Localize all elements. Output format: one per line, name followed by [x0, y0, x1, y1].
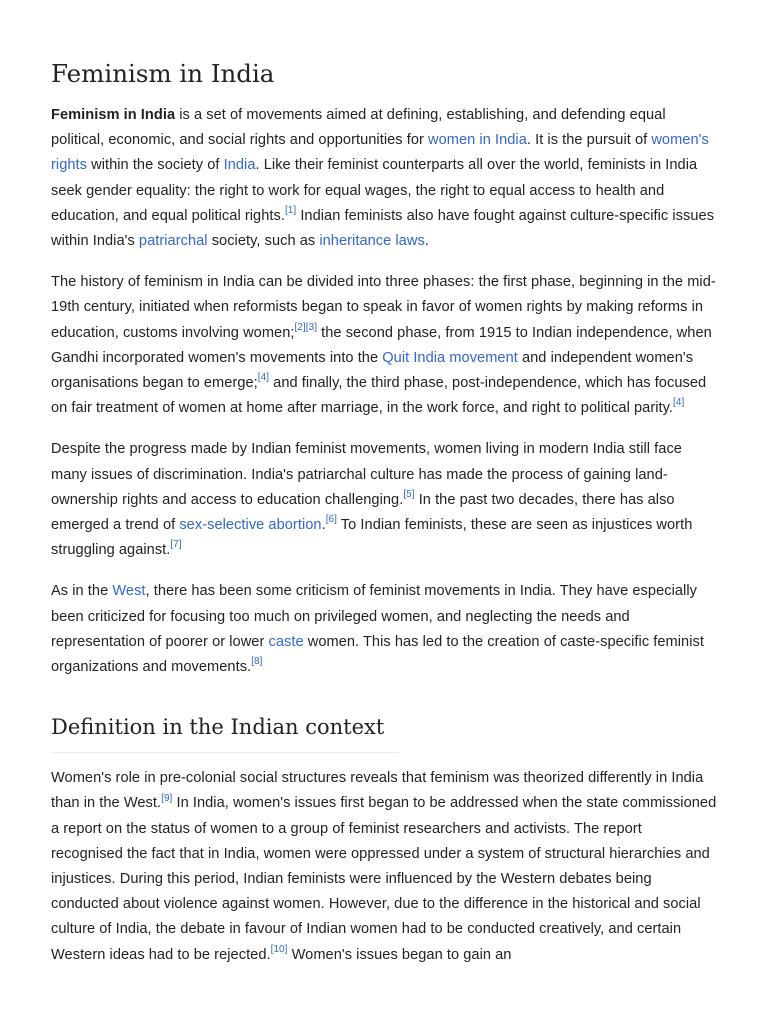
text-span: In India, women's issues first began to be addressed when the state commissioned a report on the status of women to a group of feminist researchers and activists. The report recognised the fact that in India, women were oppressed under a system of structural hierarchies and injustices. During this period, Indian feminists were influenced by the Western debates being conducted about violence against women. However, due to the difference in the historical and social culture of India, the debate in favour of Indian women had to be conducted creatively, and certain Western ideas had to be rejected.: [51, 795, 717, 963]
text-span: is a set of movements aimed at defining, establishing, and defending equal political, economic, and social rights and opportunities for: [51, 107, 666, 149]
text-span: . It is the pursuit of: [526, 132, 652, 149]
ref-10[interactable]: [10]: [270, 943, 288, 955]
paragraph-discrimination: [51, 437, 717, 563]
text-span: As in the: [51, 583, 113, 600]
link-west[interactable]: West: [112, 583, 146, 600]
text-span: the second phase, from 1915 to Indian independence, when Gandhi incorporated women's movements into the: [51, 324, 712, 366]
ref-8[interactable]: [8]: [251, 656, 263, 668]
text-span: Women's issues began to gain an: [287, 946, 512, 963]
text-span: and finally, the third phase, post-independence, which has focused on fair treatment of women at home after marriage, in the work force, and right to political parity.: [51, 375, 707, 417]
paragraph-criticism: [51, 579, 717, 680]
text-span: Women's role in pre-colonial social structures reveals that feminism was theorized differently in India than in the West.: [51, 770, 704, 812]
paragraph-intro: [51, 103, 717, 254]
ref-4[interactable]: [4]: [673, 397, 685, 409]
text-span: To Indian feminists, these are seen as injustices worth struggling against.: [51, 517, 693, 559]
ref-5[interactable]: [5]: [403, 488, 415, 500]
paragraph-history: [51, 270, 717, 421]
link-patriarchal[interactable]: patriarchal: [138, 233, 208, 250]
bold-term: Feminism in India: [51, 107, 176, 123]
ref-3[interactable]: [3]: [305, 321, 318, 333]
text-span: .: [321, 517, 326, 534]
ref-7[interactable]: [7]: [170, 539, 182, 551]
section-heading-definition: Definition in the Indian context: [51, 711, 399, 753]
text-span: within the society of: [87, 157, 224, 174]
text-span: women. This has led to the creation of caste-specific feminist organizations and movements.: [51, 633, 704, 676]
ref-6[interactable]: [6]: [325, 514, 337, 526]
paragraph-definition: [51, 766, 717, 968]
text-span: Indian feminists also have fought against culture-specific issues within India's: [51, 207, 715, 250]
article: [51, 56, 717, 984]
ref-2[interactable]: [2]: [294, 321, 306, 333]
text-span: .: [424, 233, 429, 250]
ref-4[interactable]: [4]: [257, 372, 270, 384]
text-span: , there has been some criticism of feminist movements in India. They have especially been criticized for focusing too much on privileged women, and neglecting the needs and representation of poorer or lower: [51, 583, 697, 650]
link-india[interactable]: India: [223, 157, 256, 174]
link-sex-selective-abortion[interactable]: sex-selective abortion: [179, 517, 322, 534]
page-title: Feminism in India: [51, 59, 275, 88]
link-womens-rights[interactable]: women's rights: [51, 132, 709, 174]
text-span: society, such as: [207, 233, 320, 250]
text-span: In the past two decades, there has also emerged a trend of: [51, 491, 675, 534]
ref-9[interactable]: [9]: [161, 792, 173, 804]
link-women-in-india[interactable]: women in India: [428, 132, 527, 149]
text-span: The history of feminism in India can be divided into three phases: the first phase, beginning in the mid-19th century, initiated when reformists began to speak in favor of women rights by making reforms in education, customs involving women;: [51, 274, 716, 341]
ref-1[interactable]: [1]: [284, 204, 297, 216]
link-quit-india-movement[interactable]: Quit India movement: [382, 349, 518, 366]
link-inheritance-laws[interactable]: inheritance laws: [319, 233, 425, 250]
link-caste[interactable]: caste: [268, 633, 304, 650]
text-span: Despite the progress made by Indian feminist movements, women living in modern India still face many issues of discrimination. India's patriarchal culture has made the process of gaining land-ownership rights and access to education challenging.: [51, 441, 682, 508]
text-span: . Like their feminist counterparts all over the world, feminists in India seek gender equality: the right to work for equal wages, the right to equal access to health and education, and equal political rights.: [51, 157, 698, 224]
text-span: and independent women's organisations began to emerge;: [51, 349, 694, 392]
